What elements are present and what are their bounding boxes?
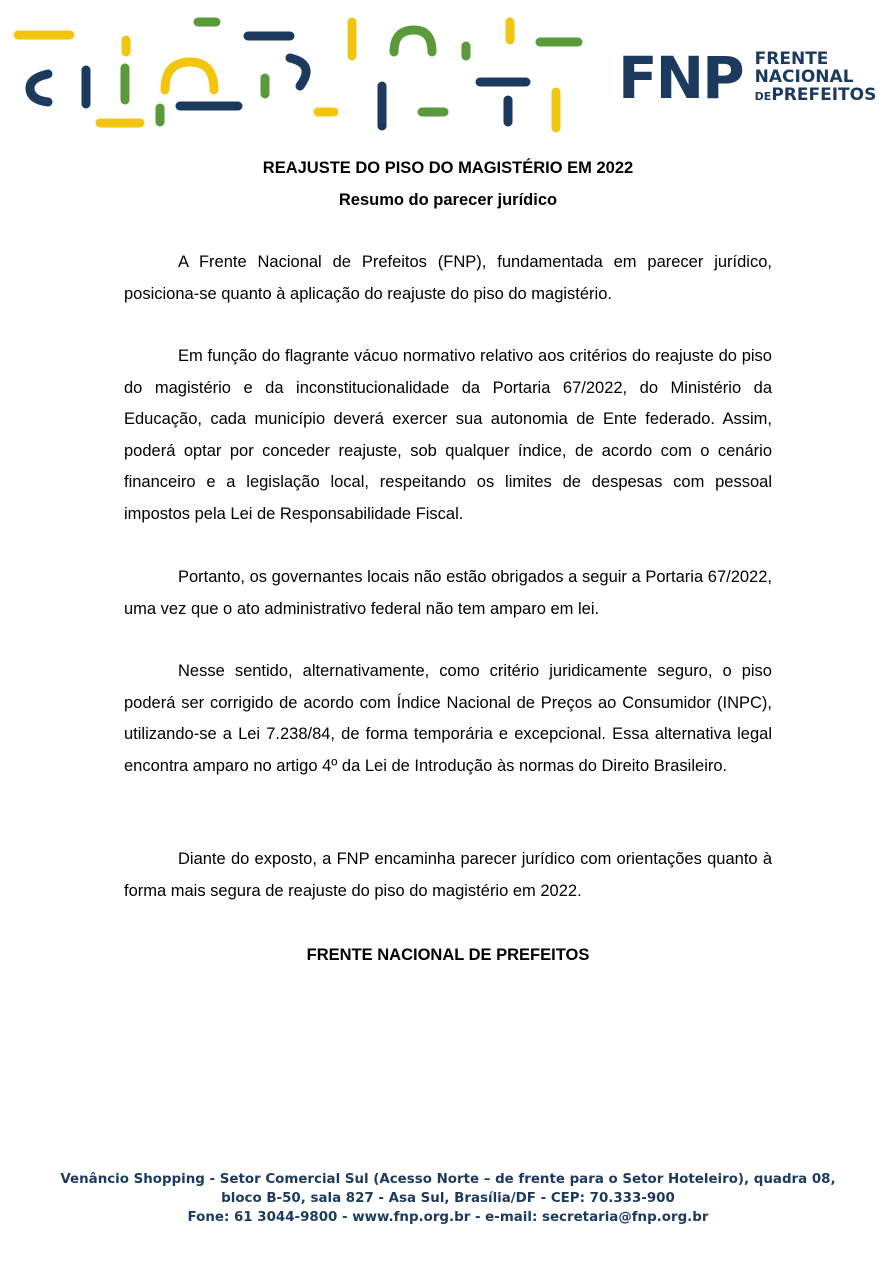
footer-address (0, 1170, 896, 1227)
logo-word: NACIONAL (754, 67, 854, 87)
fnp-logo (618, 44, 877, 112)
paragraph: Nesse sentido, alternativamente, como critério juridicamente seguro, o piso poderá ser corrigido de acordo com Índice Nacional de Preços ao Consumidor (INPC), utilizando-se a Lei 7.238/84, de forma temporária e excepcional. Essa alternativa legal encontra amparo no artigo 4º da Lei de Introdução às normas do Direito Brasileiro. (124, 662, 772, 775)
letterhead (0, 0, 896, 140)
logo-word: DEPREFEITOS (754, 85, 877, 105)
document-title: REAJUSTE DO PISO DO MAGISTÉRIO EM 2022 (262, 159, 634, 177)
paragraph: A Frente Nacional de Prefeitos (FNP), fundamentada em parecer jurídico, posiciona-se quanto à aplicação do reajuste do piso do magistério. (124, 253, 772, 303)
fnp-logo-text (755, 50, 877, 106)
logo-word: FRENTE (754, 49, 829, 69)
footer-line: bloco B-50, sala 827 - Asa Sul, Brasília/DF - CEP: 70.333-900 (221, 1191, 675, 1206)
footer-line: Fone: 61 3044-9800 - www.fnp.org.br - e-mail: secretaria@fnp.org.br (187, 1210, 709, 1225)
footer-line: Venâncio Shopping - Setor Comercial Sul (Acesso Norte – de frente para o Setor Hoteleiro), quadra 08, (60, 1172, 836, 1187)
paragraph: Diante do exposto, a FNP encaminha parecer jurídico com orientações quanto à forma mais segura de reajuste do piso do magistério em 2022. (124, 850, 772, 900)
fnp-logo-mark: FNP (618, 44, 743, 112)
decorative-pattern (0, 0, 600, 140)
paragraph: Em função do flagrante vácuo normativo relativo aos critérios do reajuste do piso do magistério e da inconstitucionalidade da Portaria 67/2022, do Ministério da Educação, cada município deverá exercer sua autonomia de Ente federado. Assim, poderá optar por conceder reajuste, sob qualquer índice, de acordo com o cenário financeiro e a legislação local, respeitando os limites de despesas com pessoal impostos pela Lei de Responsabilidade Fiscal. (124, 347, 772, 523)
document-subtitle: Resumo do parecer jurídico (338, 191, 558, 209)
signature: FRENTE NACIONAL DE PREFEITOS (306, 946, 590, 964)
paragraph: Portanto, os governantes locais não estão obrigados a seguir a Portaria 67/2022, uma vez que o ato administrativo federal não tem amparo em lei. (124, 568, 772, 618)
